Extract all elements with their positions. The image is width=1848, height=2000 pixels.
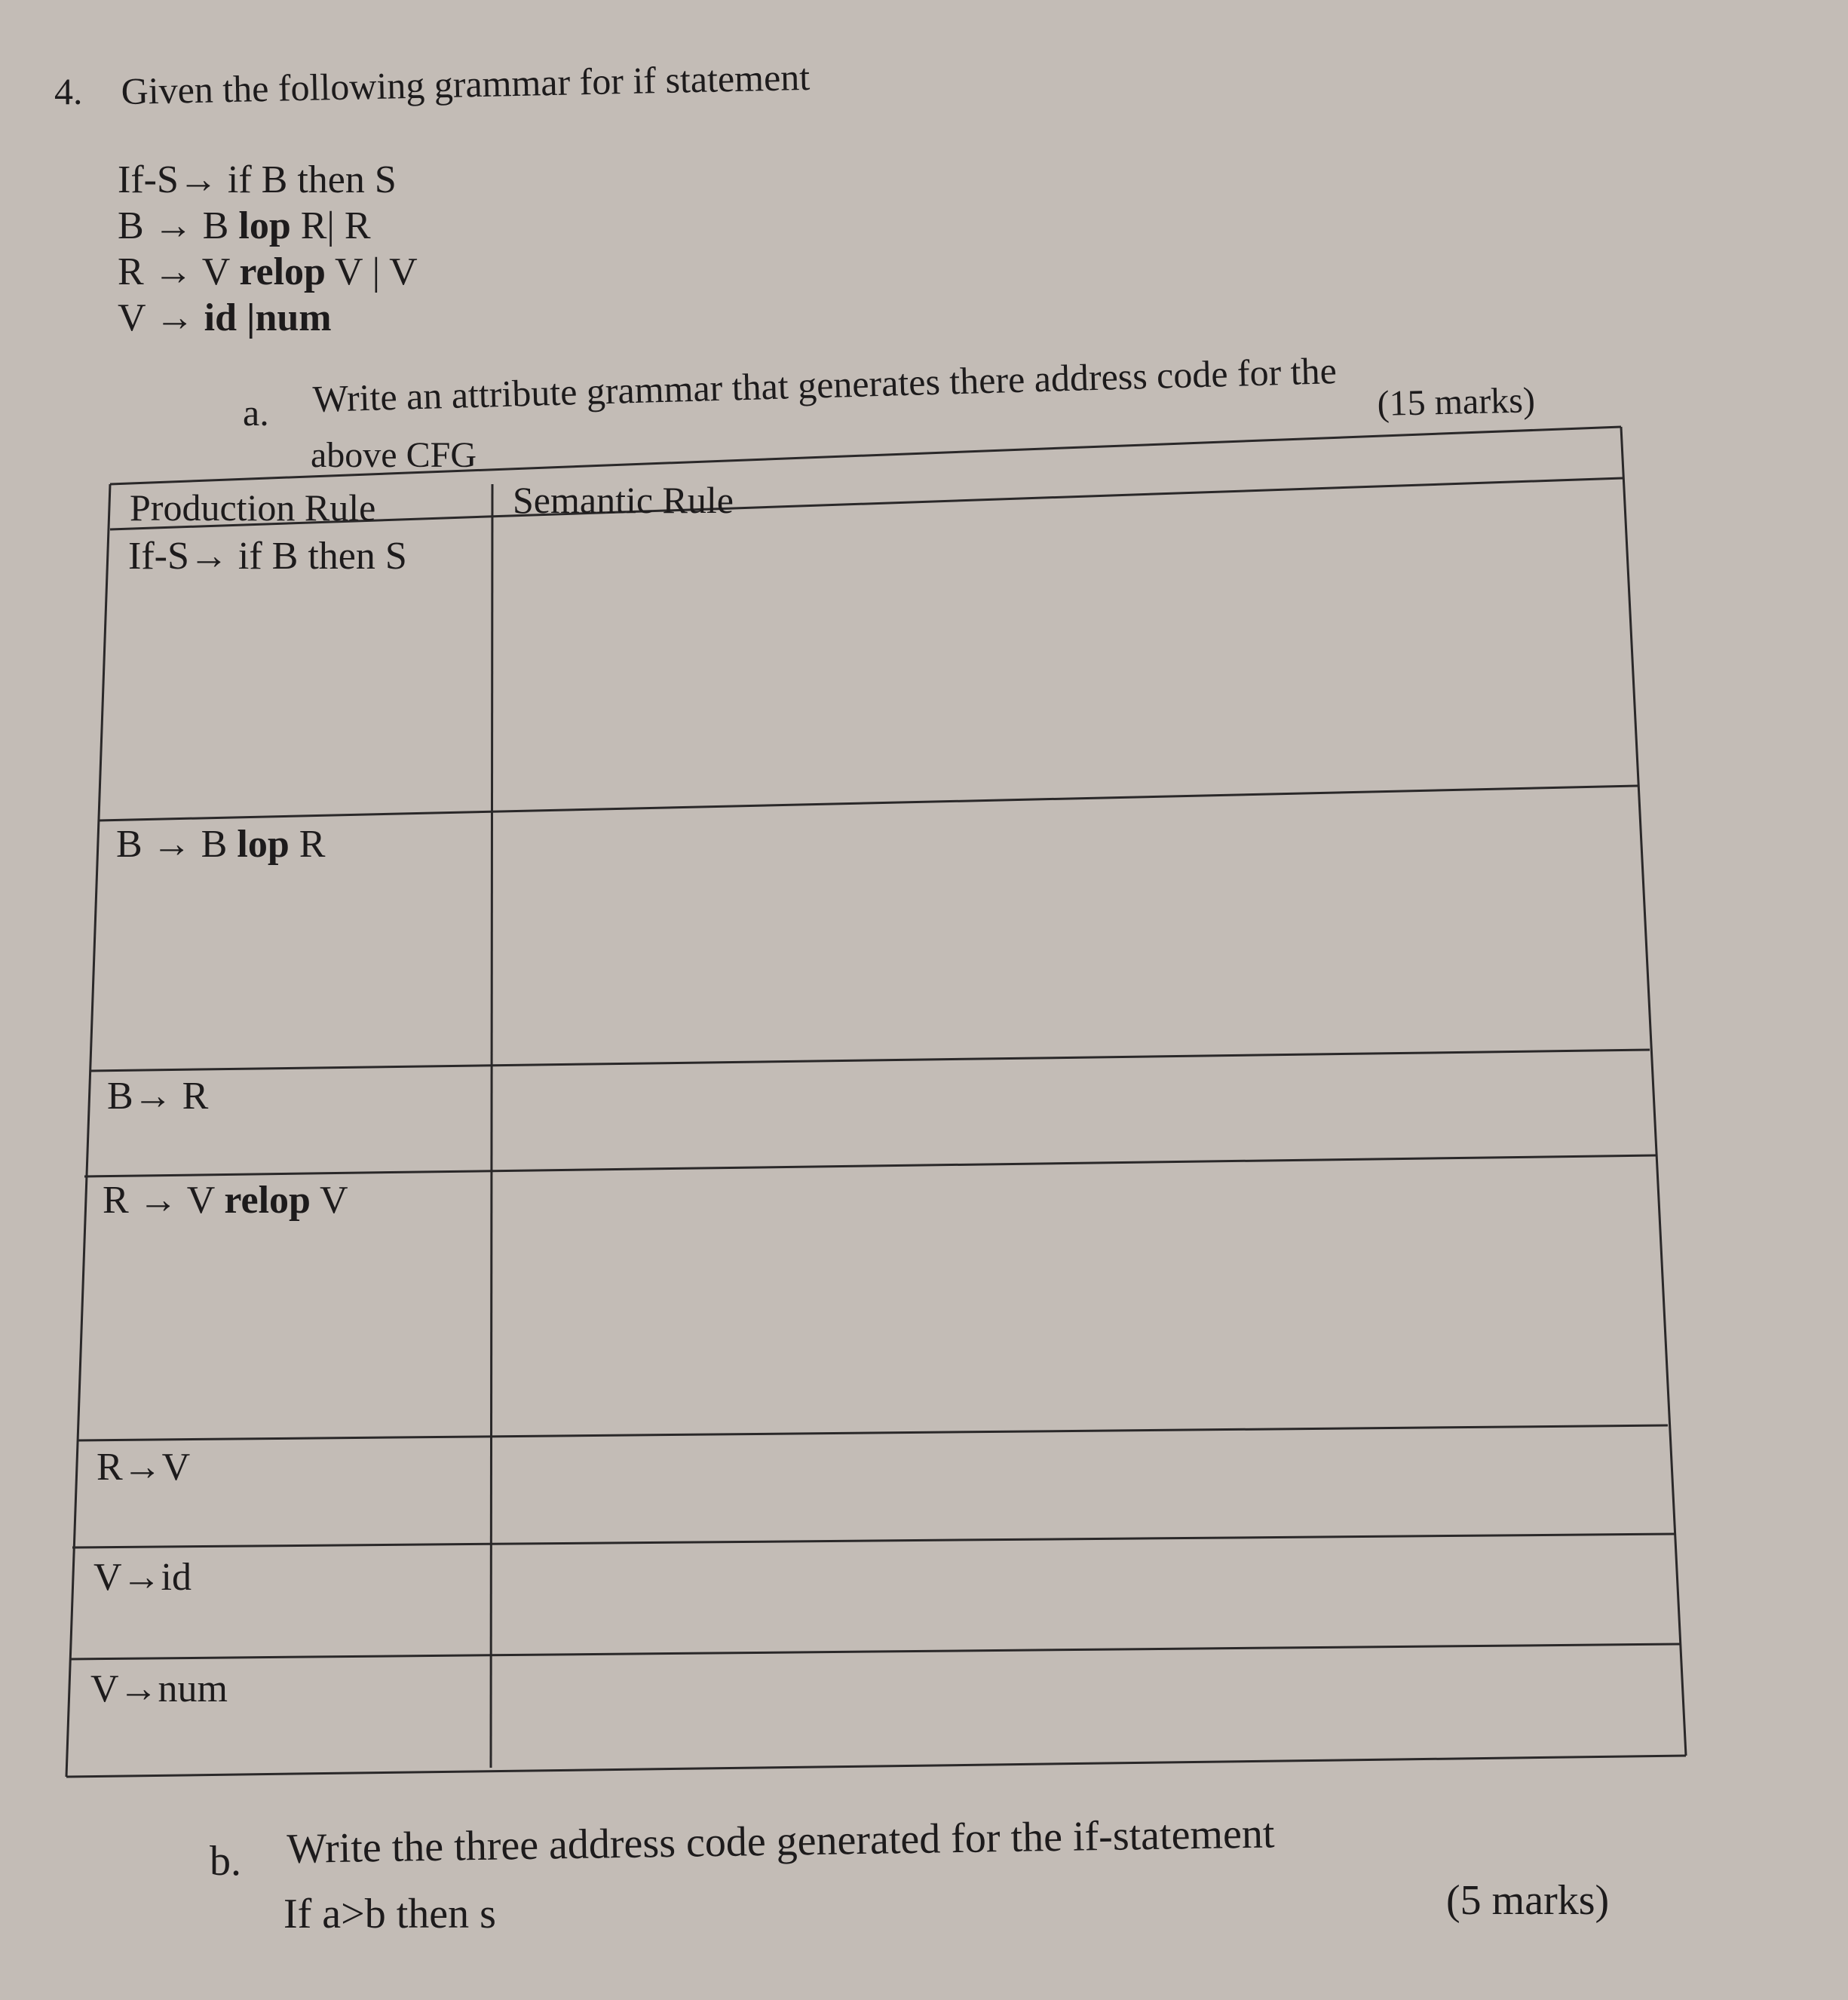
table-top-border — [110, 427, 1621, 484]
grammar-rule-tail: R| R — [290, 204, 371, 247]
row-divider-1 — [98, 786, 1638, 821]
header-production-rule: Production Rule — [130, 486, 376, 529]
part-b-question: Write the three address code generated for the if-statement — [287, 1810, 1275, 1873]
production-tail: R — [289, 823, 326, 866]
part-a-label: a. — [243, 391, 269, 434]
row-divider-6 — [69, 1644, 1680, 1659]
table-row-production — [107, 1074, 208, 1118]
row-divider-4 — [77, 1425, 1668, 1440]
part-b-marks: (5 marks) — [1446, 1877, 1610, 1924]
table-row-production — [90, 1667, 228, 1711]
part-b-label: b. — [210, 1838, 241, 1885]
table-row-production — [97, 1445, 190, 1489]
table-row-production — [93, 1555, 192, 1600]
row-divider-5 — [72, 1534, 1675, 1548]
grammar-rule-keyword: lop — [238, 204, 291, 247]
table-bottom-border — [66, 1756, 1686, 1777]
table-right-border — [1621, 427, 1686, 1756]
grammar-rule-tail: V | V — [325, 250, 418, 293]
column-divider — [491, 484, 492, 1768]
grammar-rule-head: R → V — [118, 250, 240, 293]
grammar-rule-head: B → B — [118, 204, 239, 247]
part-b-expression: If a>b then s — [283, 1891, 496, 1937]
question-text: Given the following grammar for if statement — [121, 55, 811, 112]
production-text: V→num — [90, 1667, 228, 1710]
production-keyword: lop — [237, 823, 290, 866]
part-a-question: Write an attribute grammar that generates there address code for the — [312, 349, 1338, 420]
production-text: B→ R — [107, 1075, 209, 1118]
grammar-rule-keyword: id |num — [204, 296, 332, 339]
table-row-production — [128, 534, 407, 578]
table-row-production — [103, 1178, 348, 1222]
grammar-rule-head: If-S→ — [118, 158, 218, 201]
production-keyword: relop — [224, 1179, 311, 1222]
part-a-question-cont: above CFG — [311, 435, 477, 475]
production-text: If-S→ if B then S — [128, 535, 407, 578]
question-number: 4. — [54, 70, 83, 112]
part-a-marks: (15 marks) — [1377, 380, 1536, 424]
table-row-production — [116, 822, 325, 867]
production-tail: V — [310, 1179, 348, 1222]
production-text: R→V — [97, 1446, 191, 1489]
production-text: R → V — [103, 1179, 225, 1222]
row-divider-2 — [90, 1050, 1650, 1071]
grammar-rule-body: if B then S — [217, 158, 397, 201]
row-divider-3 — [84, 1155, 1656, 1176]
production-text: B → B — [116, 823, 238, 866]
production-text: V→id — [93, 1556, 192, 1599]
grammar-rule-head: V → — [118, 296, 204, 339]
header-semantic-rule: Semantic Rule — [513, 479, 734, 521]
grammar-rule-keyword: relop — [239, 250, 326, 293]
